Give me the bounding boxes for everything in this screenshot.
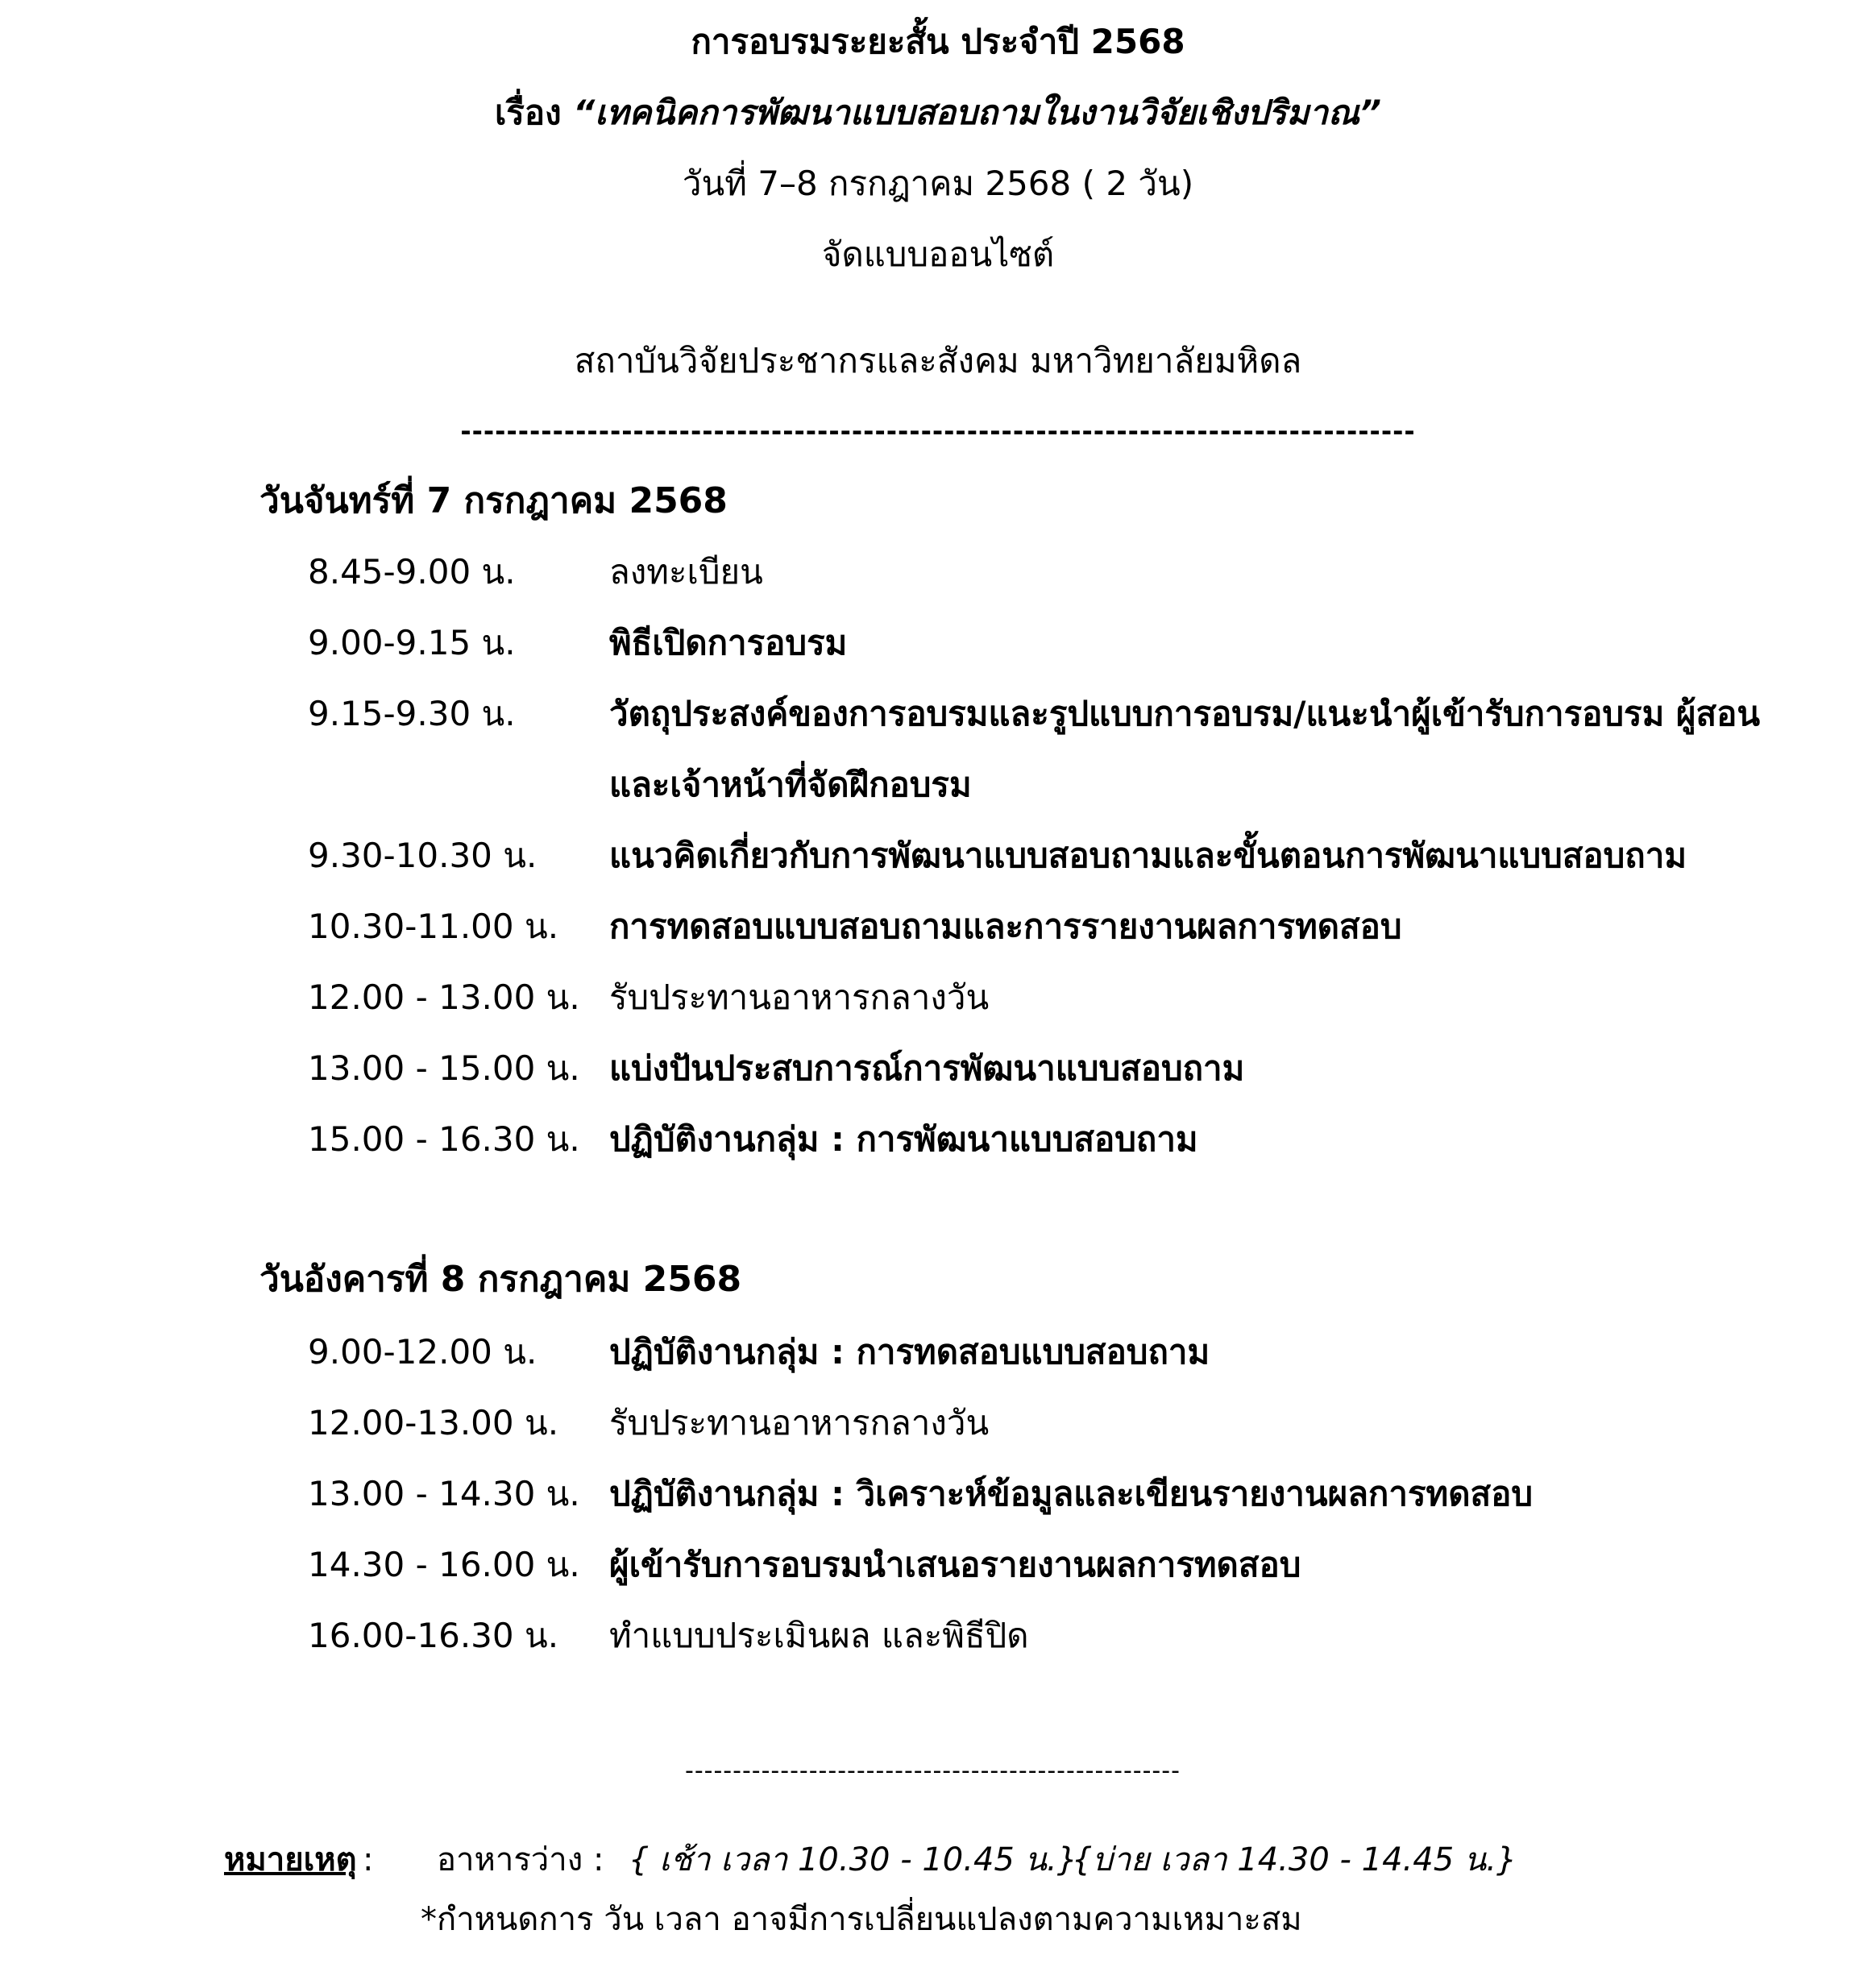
note-label: หมายเหตุ — [224, 1841, 357, 1878]
schedule-row — [0, 1612, 1876, 1683]
schedule-time: 9.00-9.15 น. — [308, 623, 516, 662]
schedule-change-note: *กำหนดการ วัน เวลา อาจมีการเปลี่ยนแปลงตามความเหมาะสม — [421, 1901, 1302, 1938]
snack-morning: { เช้า เวลา 10.30 - 10.45 น.} — [629, 1841, 1078, 1878]
note-colon: : — [363, 1841, 374, 1878]
schedule-time: 10.30-11.00 น. — [308, 907, 559, 946]
schedule-activity: การทดสอบแบบสอบถามและการรายงานผลการทดสอบ — [609, 907, 1402, 946]
activity-rest: วิเคราะห์ข้อมูลและเขียนรายงานผลการทดสอบ — [856, 1474, 1533, 1513]
schedule-activity: ทำแบบประเมินผล และพิธีปิด — [609, 1616, 1029, 1655]
schedule-row — [0, 973, 1876, 1044]
snack-label: อาหารว่าง : — [437, 1841, 604, 1878]
schedule-row — [0, 1115, 1876, 1186]
footer-divider: ---------------------------------------------------- — [685, 1757, 1181, 1785]
schedule-activity: แนวคิดเกี่ยวกับการพัฒนาแบบสอบถามและขั้นตอนการพัฒนาแบบสอบถาม — [609, 836, 1687, 875]
day2-heading: วันอังคารที่ 8 กรกฎาคม 2568 — [259, 1259, 742, 1300]
schedule-row — [0, 548, 1876, 619]
schedule-activity: ลงทะเบียน — [609, 552, 763, 591]
schedule-activity: รับประทานอาหารกลางวัน — [609, 977, 990, 1017]
schedule-time: 15.00 - 16.30 น. — [308, 1119, 580, 1159]
schedule-row — [0, 690, 1876, 832]
schedule-time: 14.30 - 16.00 น. — [308, 1545, 580, 1584]
training-title: การอบรมระยะสั้น ประจำปี 2568 — [691, 22, 1185, 61]
schedule-time: 12.00-13.00 น. — [308, 1403, 559, 1442]
schedule-time: 12.00 - 13.00 น. — [308, 977, 580, 1017]
training-dates: วันที่ 7–8 กรกฎาคม 2568 ( 2 วัน) — [682, 164, 1194, 203]
day1-heading: วันจันทร์ที่ 7 กรกฎาคม 2568 — [259, 480, 728, 521]
training-subject — [0, 89, 1876, 137]
schedule-row — [0, 832, 1876, 903]
schedule-time: 13.00 - 14.30 น. — [308, 1474, 580, 1513]
schedule-row — [0, 903, 1876, 973]
subject-prefix: เรื่อง — [494, 93, 574, 132]
schedule-activity: แบ่งปันประสบการณ์การพัฒนาแบบสอบถาม — [609, 1048, 1245, 1088]
schedule-activity: ปฏิบัติงานกลุ่ม : การทดสอบแบบสอบถาม — [609, 1332, 1210, 1372]
subject-title: “เทคนิคการพัฒนาแบบสอบถามในงานวิจัยเชิงปริมาณ” — [573, 93, 1382, 132]
schedule-row — [0, 1399, 1876, 1470]
header-divider: ----------------------------------------------------------------------------------- — [460, 416, 1416, 446]
activity-bold-part: ปฏิบัติงานกลุ่ม : — [609, 1474, 857, 1513]
schedule-row — [0, 1044, 1876, 1115]
schedule-activity: พิธีเปิดการอบรม — [609, 623, 848, 662]
schedule-activity: ปฏิบัติงานกลุ่ม : การพัฒนาแบบสอบถาม — [609, 1119, 1198, 1159]
schedule-activity: วัตถุประสงค์ของการอบรมและรูปแบบการอบรม/แนะนำผู้เข้ารับการอบรม ผู้สอน และเจ้าหน้าที่จัดฝึกอบรม — [609, 694, 1761, 804]
schedule-activity — [609, 1470, 1770, 1518]
schedule-time: 8.45-9.00 น. — [308, 552, 516, 591]
schedule-time: 9.30-10.30 น. — [308, 836, 537, 875]
organizer: สถาบันวิจัยประชากรและสังคม มหาวิทยาลัยมหิดล — [574, 341, 1302, 380]
schedule-row — [0, 1541, 1876, 1612]
snack-afternoon: {บ่าย เวลา 14.30 - 14.45 น.} — [1072, 1841, 1517, 1878]
schedule-activity: รับประทานอาหารกลางวัน — [609, 1403, 990, 1442]
training-format: จัดแบบออนไซต์ — [821, 235, 1055, 274]
schedule-activity: ผู้เข้ารับการอบรมนำเสนอรายงานผลการทดสอบ — [609, 1545, 1301, 1584]
schedule-time: 9.15-9.30 น. — [308, 694, 516, 733]
schedule-time: 13.00 - 15.00 น. — [308, 1048, 580, 1088]
schedule-time: 16.00-16.30 น. — [308, 1616, 559, 1655]
schedule-row — [0, 1470, 1876, 1541]
schedule-row — [0, 1328, 1876, 1399]
schedule-time: 9.00-12.00 น. — [308, 1332, 537, 1372]
